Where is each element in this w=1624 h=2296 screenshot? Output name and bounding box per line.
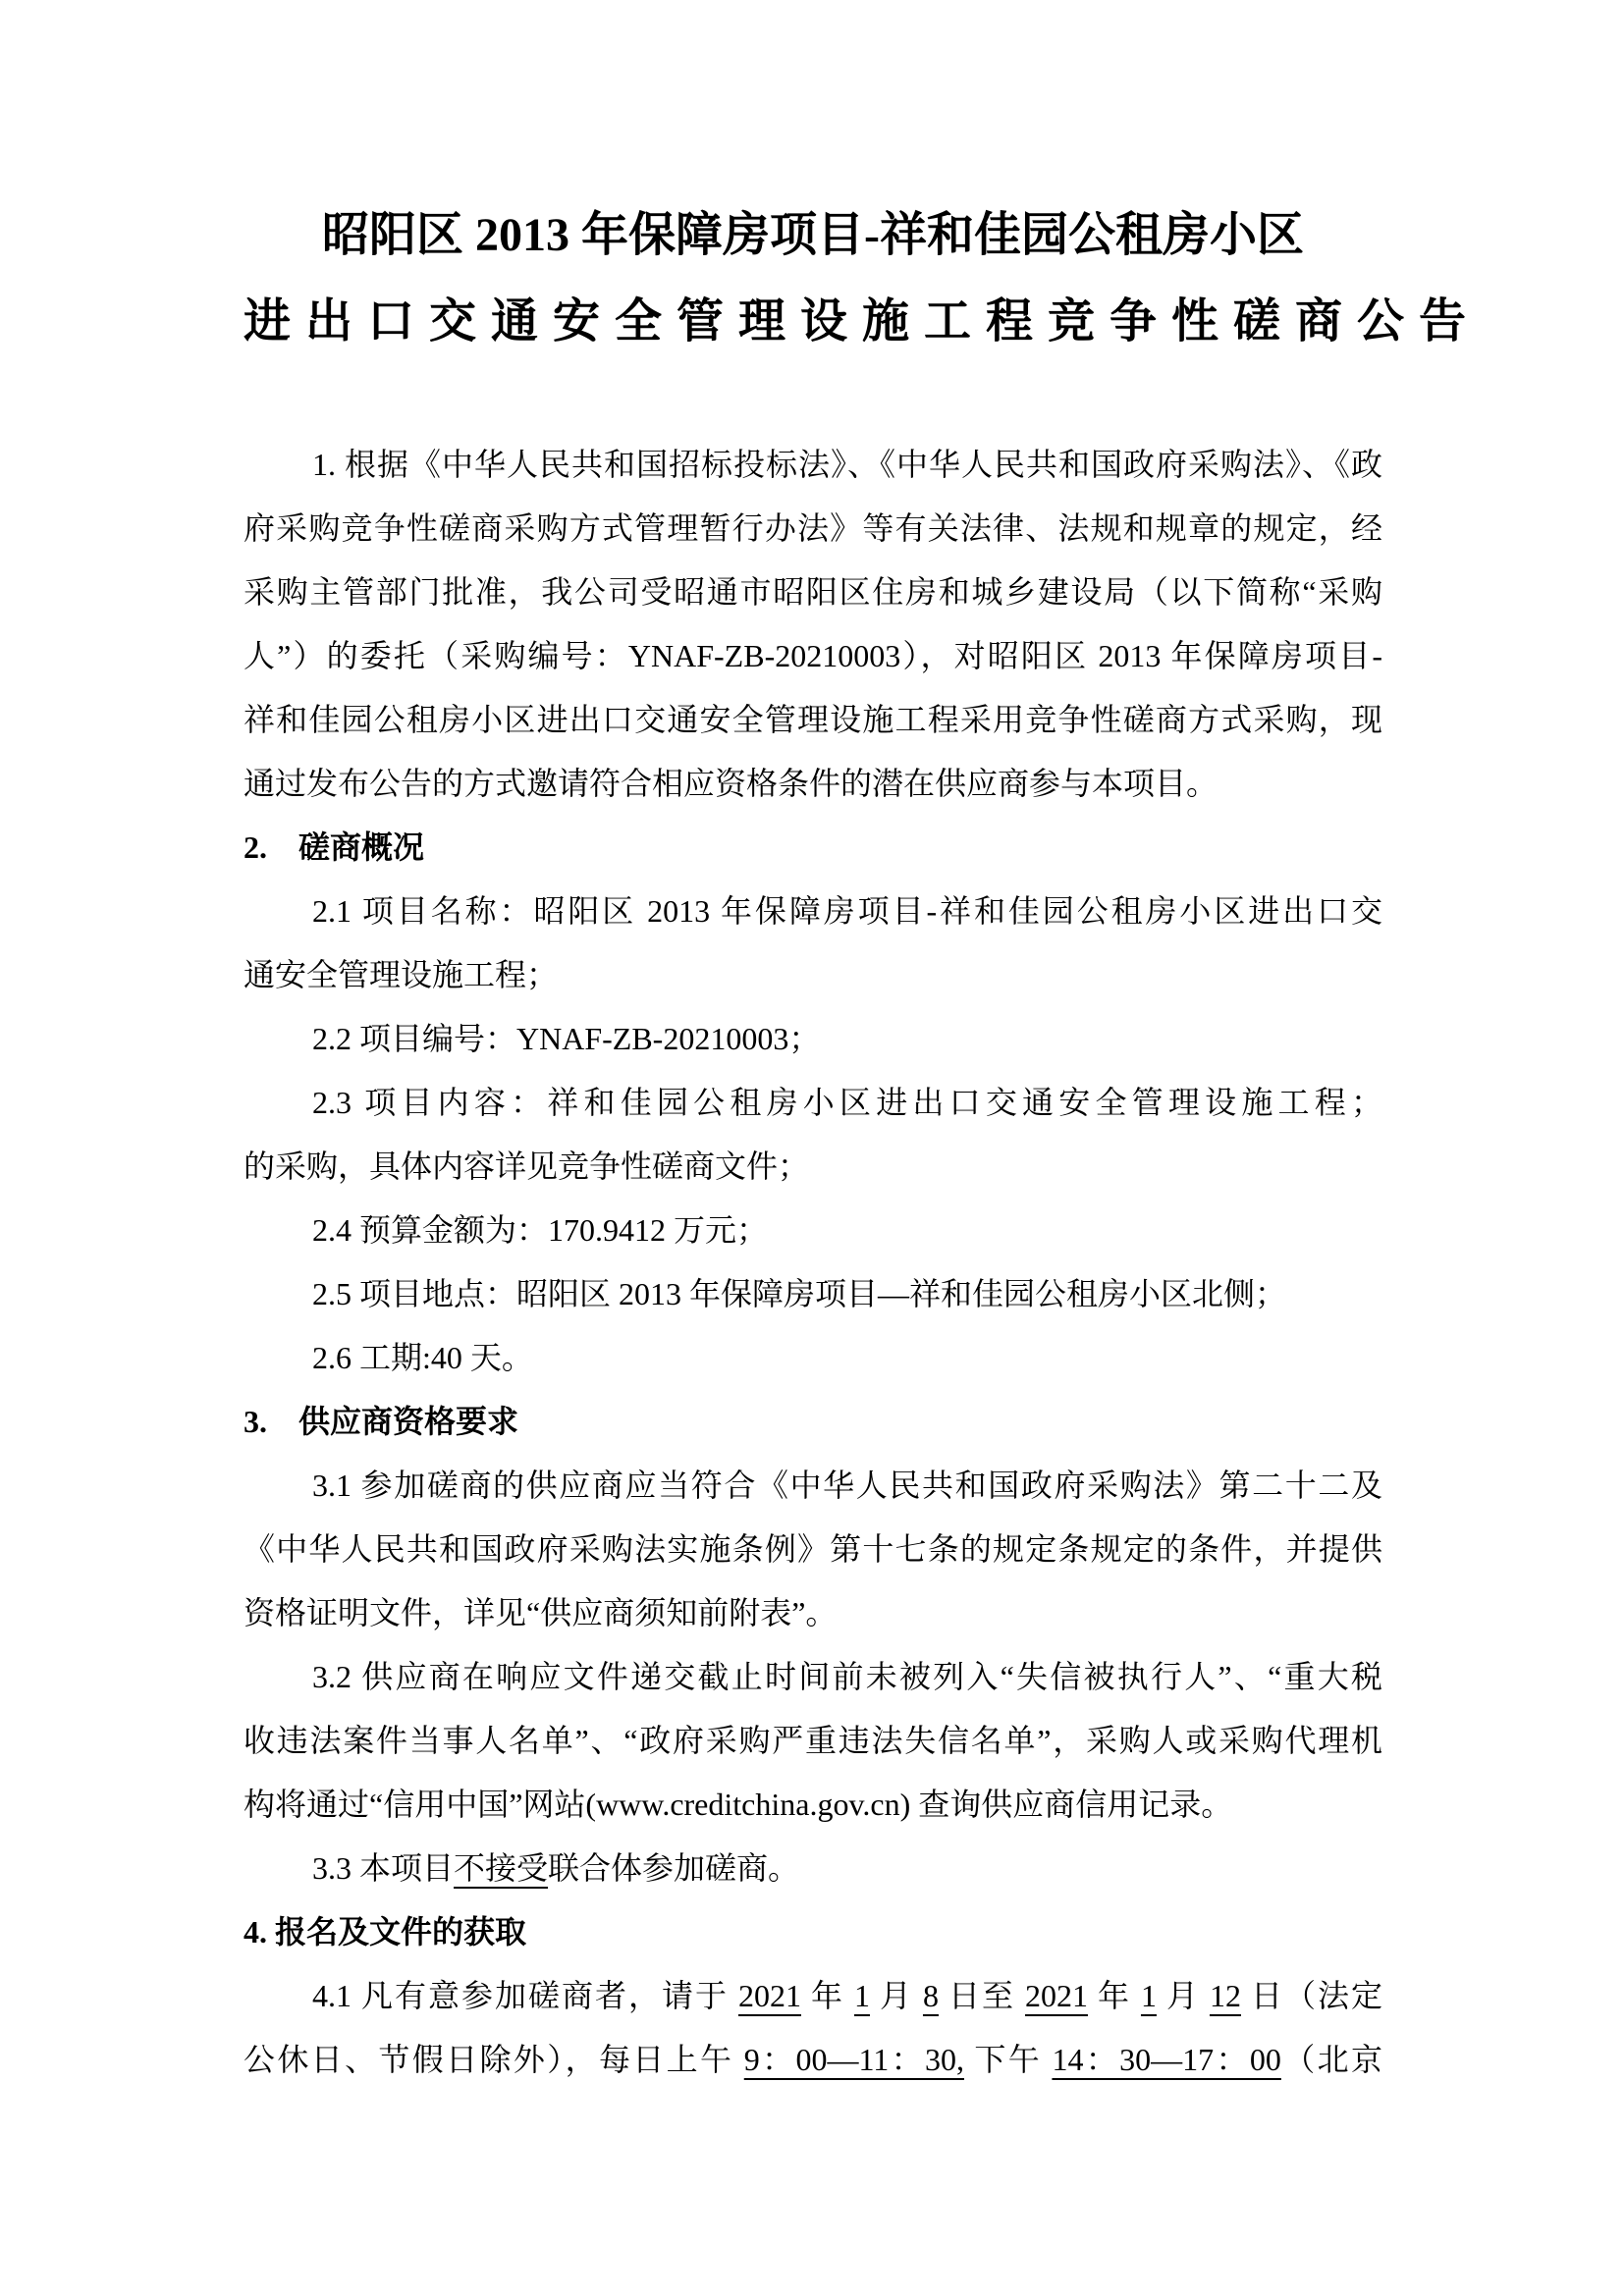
document-line [244,1199,1382,1262]
text-segment: 月 [1156,1978,1210,2013]
text-segment: 年 [1087,1978,1141,2013]
underlined-text: 8 [922,1978,939,2013]
text-segment: 3. 供应商资格要求 [244,1404,519,1439]
document-line [244,2028,1382,2092]
document-line [244,1262,1382,1326]
document-line [244,1071,1382,1135]
text-segment: 人”）的委托（采购编号：YNAF-ZB-20210003），对昭阳区 2013 年保障房项目- [244,638,1382,673]
text-segment: 收违法案件当事人名单”、“政府采购严重违法失信名单”，采购人或采购代理机 [244,1723,1382,1758]
text-segment: 月 [869,1978,923,2013]
document-line [244,1326,1382,1390]
text-segment: 2.1 项目名称：昭阳区 2013 年保障房项目-祥和佳园公租房小区进出口交 [312,893,1382,929]
document-line [244,561,1382,624]
document-line [244,1964,1382,2028]
text-segment: 采购主管部门批准，我公司受昭通市昭阳区住房和城乡建设局（以下简称“采购 [244,574,1382,610]
text-segment: 1. 根据《中华人民共和国招标投标法》、《中华人民共和国政府采购法》、《政 [312,447,1382,482]
text-segment: 3.2 供应商在响应文件递交截止时间前未被列入“失信被执行人”、“重大税 [312,1659,1382,1694]
document-line [244,1518,1382,1581]
text-segment: 公休日、节假日除外），每日上午 [244,2042,744,2077]
text-segment: 《中华人民共和国政府采购法实施条例》第十七条的规定条规定的条件，并提供 [244,1531,1382,1567]
text-segment: 构将通过“信用中国”网站(www.creditchina.gov.cn) 查询供应商信用记录。 [244,1787,1233,1822]
document-line [244,1007,1382,1071]
document-line [244,1454,1382,1518]
section-heading [244,1390,1382,1454]
underlined-text: 2021 [737,1978,801,2013]
text-segment: （北京 [1280,2042,1382,2077]
text-segment: 2.2 项目编号：YNAF-ZB-20210003； [312,1021,821,1056]
text-segment: 联合体参加磋商。 [548,1850,800,1886]
underlined-text: 2021 [1024,1978,1088,2013]
underlined-text: 9：00—11：30, [743,2042,964,2077]
document-line [244,880,1382,943]
text-segment: 年 [800,1978,854,2013]
document-line [244,497,1382,561]
document-line [244,1135,1382,1199]
document-line [244,1645,1382,1709]
underlined-text: 不接受 [454,1850,549,1886]
document-line [244,624,1382,688]
document-title [244,192,1482,365]
text-segment: 3.1 参加磋商的供应商应当符合《中华人民共和国政府采购法》第二十二及 [312,1468,1382,1503]
text-segment: 2.3 项目内容：祥和佳园公租房小区进出口交通安全管理设施工程； [312,1085,1382,1120]
document-line [244,433,1382,497]
text-segment: 2.5 项目地点：昭阳区 2013 年保障房项目—祥和佳园公租房小区北侧； [312,1276,1287,1311]
text-segment: 资格证明文件，详见“供应商须知前附表”。 [244,1595,838,1630]
text-segment: 4.1 凡有意参加磋商者，请于 [312,1978,738,2013]
document-line [244,1709,1382,1773]
text-segment: 府采购竞争性磋商采购方式管理暂行办法》等有关法律、法规和规章的规定，经 [244,510,1382,546]
text-segment: 2.6 工期:40 天。 [312,1340,533,1375]
document-line [244,752,1382,816]
text-segment: 4. 报名及文件的获取 [244,1914,527,1949]
document-title-line1: 昭阳区 2013 年保障房项目-祥和佳园公租房小区 [322,209,1304,261]
text-segment: 日（法定 [1240,1978,1382,2013]
text-segment: 2.4 预算金额为：170.9412 万元； [312,1212,769,1248]
underlined-text: 12 [1209,1978,1241,2013]
document-line [244,1581,1382,1645]
text-segment: 下午 [964,2042,1053,2077]
text-segment: 的采购，具体内容详见竞争性磋商文件； [244,1148,810,1184]
text-segment: 通安全管理设施工程； [244,957,559,992]
document-title-line2: 进出口交通安全管理设施工程竞争性磋商公告 [244,295,1482,347]
text-segment: 3.3 本项目 [312,1850,455,1886]
underlined-text: 1 [853,1978,870,2013]
document-body [244,433,1382,2092]
document-line [244,943,1382,1007]
section-heading [244,1900,1382,1964]
text-segment: 通过发布公告的方式邀请符合相应资格条件的潜在供应商参与本项目。 [244,766,1218,801]
document-line [244,1773,1382,1837]
text-segment: 2. 磋商概况 [244,829,425,865]
underlined-text: 1 [1140,1978,1157,2013]
section-heading [244,816,1382,880]
document-line [244,688,1382,752]
text-segment: 祥和佳园公租房小区进出口交通安全管理设施工程采用竞争性磋商方式采购，现 [244,702,1382,737]
underlined-text: 14：30—17：00 [1052,2042,1281,2077]
text-segment: 日至 [938,1978,1025,2013]
document-line [244,1837,1382,1900]
